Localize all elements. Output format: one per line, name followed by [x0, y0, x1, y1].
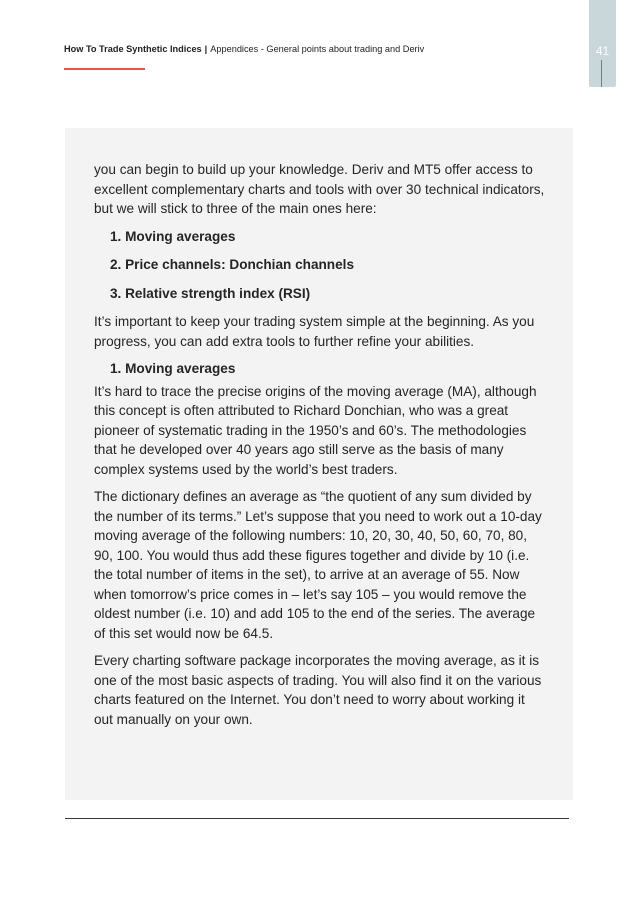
header-accent-rule: [64, 68, 145, 70]
book-title: How To Trade Synthetic Indices: [64, 44, 202, 54]
section-heading: 1. Moving averages: [110, 361, 236, 376]
origins-paragraph: It’s hard to trace the precise origins of the moving average (MA), although this concept is often attributed to Richard Donchian, who was a great pioneer of systematic trading in the 1950’s and 60’s. The methodologies that he developed over 40 years ago still serve as the basis of many complex systems used by the world’s best traders.: [94, 383, 537, 477]
list-item: 2. Price channels: Donchian channels: [110, 257, 355, 272]
header-separator: |: [204, 44, 208, 54]
body-text: [94, 160, 546, 737]
intro-paragraph: you can begin to build up your knowledge. Deriv and MT5 offer access to excellent complementary charts and tools with over 30 technical indicators, but we will stick to three of the main ones here:: [94, 162, 545, 216]
page-tab-line: [601, 60, 602, 87]
list-item: 3. Relative strength index (RSI): [110, 285, 311, 301]
running-header: [64, 44, 424, 54]
page-number: 41: [595, 44, 610, 58]
software-paragraph: Every charting software package incorporates the moving average, as it is one of the most basic aspects of trading. You will also find it on the various charts featured on the Internet. You don’t need to worry about working it out manually on your own.: [94, 653, 542, 727]
definition-paragraph: The dictionary defines an average as “the quotient of any sum divided by the number of its terms.” Let’s suppose that you need to work out a 10-day moving average of the following numbers: 10, 20, 30, 40, 50, 60, 70, 80, 90, 100. You would thus add these figures together and divide by 10 (i.e. the total number of items in the set), to arrive at an average of 55. Now when tomorrow’s price comes in – let’s say 105 – you would remove the oldest number (i.e. 10) and add 105 to the end of the series. The average of this set would now be 64.5.: [94, 489, 542, 641]
section-title: Appendices - General points about trading and Deriv: [210, 44, 425, 54]
keep-simple-paragraph: It’s important to keep your trading system simple at the beginning. As you progress, you can add extra tools to further refine your abilities.: [94, 314, 535, 349]
list-item: 1. Moving averages: [110, 228, 236, 244]
bottom-rule: [65, 818, 569, 819]
